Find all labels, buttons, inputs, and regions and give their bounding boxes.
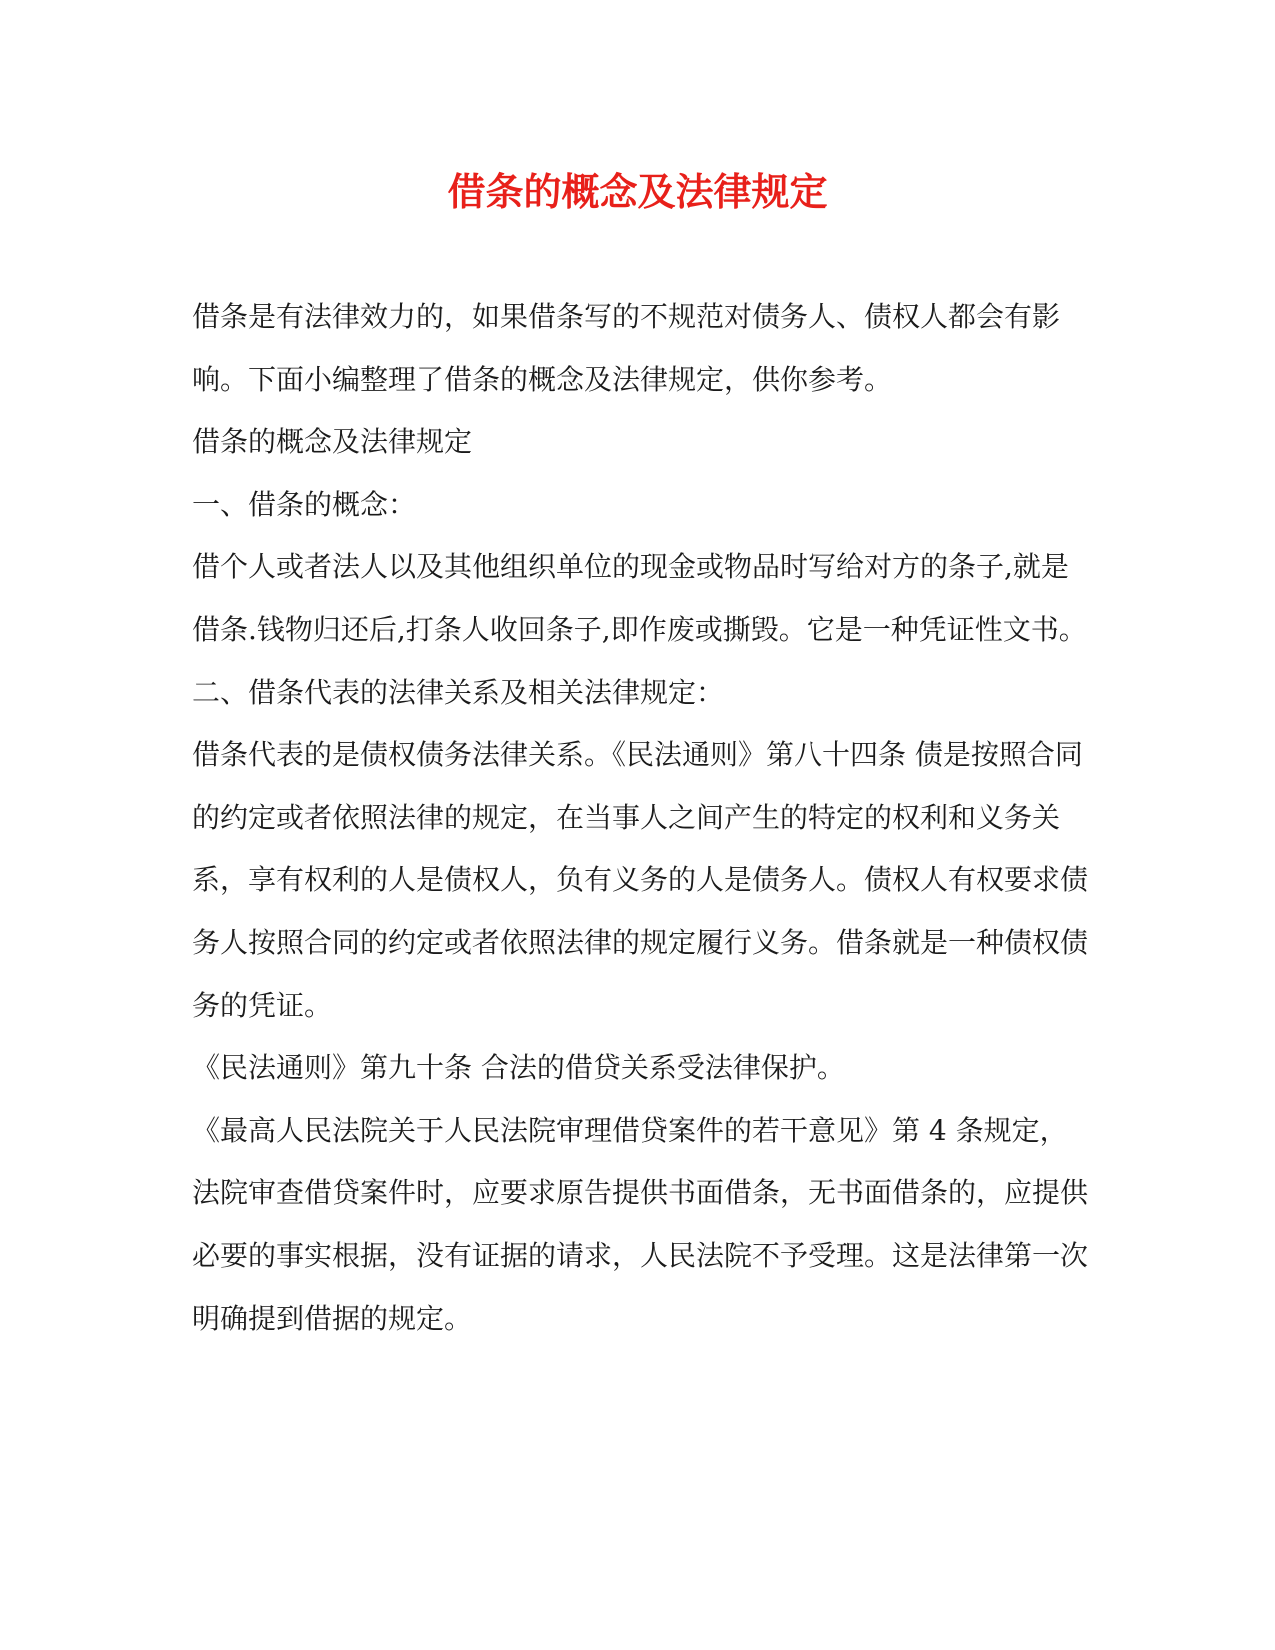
section-heading-concept: 一、借条的概念： xyxy=(192,487,417,521)
paragraph-intro: 借条是有法律效力的，如果借条写的不规范对债务人、债权人都会有影响。下面小编整理了借条的概念及法律规定，供你参考。 xyxy=(192,300,1061,396)
paragraph-legal-relation: 借条代表的是债权债务法律关系。《民法通则》第八十四条 债是按照合同的约定或者依照法律的规定，在当事人之间产生的特定的权利和义务关系，享有权利的人是债权人，负有义务的人是债务人。债权人有权要求债务人按照合同的约定或者依照法律的规定履行义务。借条就是一种债权债务的凭证。 xyxy=(192,738,1089,1022)
paragraph-supreme-court: 《最高人民法院关于人民法院审理借贷案件的若干意见》第 4 条规定，法院审查借贷案件时，应要求原告提供书面借条，无书面借条的，应提供必要的事实根据，没有证据的请求，人民法院不予受理。这是法律第一次明确提到借据的规定。 xyxy=(192,1113,1089,1335)
section-heading-legal: 二、借条代表的法律关系及相关法律规定： xyxy=(192,675,725,709)
document-body xyxy=(192,286,1092,1350)
paragraph-article-90: 《民法通则》第九十条 合法的借贷关系受法律保护。 xyxy=(192,1051,845,1085)
document-title: 借条的概念及法律规定 xyxy=(447,169,828,214)
paragraph-subtitle: 借条的概念及法律规定 xyxy=(192,425,473,459)
paragraph-concept: 借个人或者法人以及其他组织单位的现金或物品时写给对方的条子,就是借条.钱物归还后,打条人收回条子,即作废或撕毁。它是一种凭证性文书。 xyxy=(192,550,1087,646)
